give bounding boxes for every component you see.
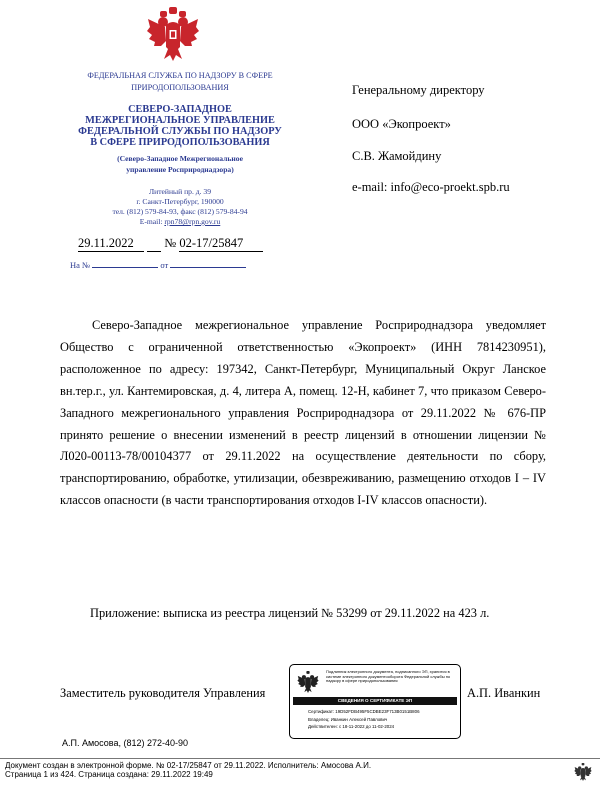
electronic-signature-stamp bbox=[289, 664, 461, 739]
agency-email-link[interactable]: rpn78@rpn.gov.ru bbox=[164, 217, 221, 226]
coat-of-arms-icon bbox=[574, 762, 592, 782]
signer-name: А.П. Иванкин bbox=[467, 686, 541, 700]
certificate-header: СВЕДЕНИЯ О СЕРТИФИКАТЕ ЭП bbox=[293, 697, 457, 705]
ref-prefix: На № bbox=[70, 260, 91, 270]
coat-of-arms-icon bbox=[297, 669, 319, 695]
number-sign: № bbox=[164, 236, 177, 250]
ref-from: от bbox=[160, 260, 169, 270]
agency-name: СЕВЕРО-ЗАПАДНОЕ МЕЖРЕГИОНАЛЬНОЕ УПРАВЛЕНИЕ ФЕДЕРАЛЬНОЙ СЛУЖБЫ ПО НАДЗОРУ В СФЕРЕ ПРИРОДОПОЛЬЗОВАНИЯ bbox=[78, 104, 282, 148]
certificate-owner: Владелец: Иванкин Алексей Павлович bbox=[308, 716, 388, 722]
outgoing-number-value: 02-17/25847 bbox=[179, 236, 263, 252]
addressee-position: Генеральному директору bbox=[352, 83, 485, 97]
signature-notice: Подлинник электронного документа, подписанного ЭП, хранится в системе электронного документооборота Федеральной службы по надзору в сфере природопользования bbox=[326, 669, 451, 684]
agency-parent-name: ФЕДЕРАЛЬНАЯ СЛУЖБА ПО НАДЗОРУ В СФЕРЕ ПРИРОДОПОЛЬЗОВАНИЯ bbox=[87, 71, 273, 92]
footer-line-1: Документ создан в электронной форме. № 02-17/25847 от 29.11.2022. Исполнитель: Амосова А.И. bbox=[5, 761, 372, 770]
footer-info bbox=[5, 761, 371, 779]
coat-of-arms-icon bbox=[146, 5, 200, 63]
addressee-person: С.В. Жамойдину bbox=[352, 149, 442, 163]
agency-short-name: (Северо-Западное Межрегиональное управление Росприроднадзора) bbox=[117, 154, 243, 174]
certificate-number: Сертификат: 19D52FDB495F5CDBE23F713B0151B806 bbox=[308, 709, 420, 714]
agency-email-label: E-mail: bbox=[139, 217, 165, 226]
addressee-email: e-mail: info@eco-proekt.spb.ru bbox=[352, 180, 510, 194]
certificate-validity: Действителен: с 18-11-2022 до 11-02-2024 bbox=[308, 724, 395, 729]
outgoing-date: 29.11.2022 bbox=[78, 236, 144, 252]
ref-number-blank bbox=[92, 259, 158, 268]
executor-contact: А.П. Амосова, (812) 272-40-90 bbox=[62, 738, 189, 748]
agency-address: Литейный пр. д. 39 г. Санкт-Петербург, 190000 тел. (812) 579-84-93, факс (812) 579-84-94 E-mail: rpn78@rpn.gov.ru bbox=[112, 187, 248, 226]
footer-divider bbox=[0, 758, 600, 759]
signer-title: Заместитель руководителя Управления bbox=[60, 686, 266, 700]
body-paragraph: Северо-Западное межрегиональное управление Росприроднадзора уведомляет Общество с ограниченной ответственностью «Экопроект» (ИНН 7814230951), расположенное по адресу: 197342, Санкт-Петербург, Муниципальный Округ Ланское вн.тер.г., ул. Кантемировская, д. 4, литера А, помещ. 12-Н, кабинет 7, что приказом Северо-Западного межрегионального управления Росприроднадзора от 29.11.2022 № 676-ПР принято решение о внесении изменений в реестр лицензий в отношении лицензии № Л020-00113-78/00104377 от 29.11.2022 на осуществление деятельности по сбору, транспортированию, обработке, утилизации, обезвреживанию, размещению отходов I – IV классов опасности (в части транспортирования отходов I-IV классов опасности). bbox=[60, 318, 546, 508]
attachment-line: Приложение: выписка из реестра лицензий № 53299 от 29.11.2022 на 423 л. bbox=[90, 606, 490, 620]
ref-date-blank bbox=[170, 259, 246, 268]
addressee-company: ООО «Экопроект» bbox=[352, 117, 451, 131]
outgoing-number bbox=[78, 236, 263, 252]
footer-line-2: Страница 1 из 424. Страница создана: 29.11.2022 19:49 bbox=[5, 770, 213, 779]
reference-number bbox=[70, 259, 246, 270]
